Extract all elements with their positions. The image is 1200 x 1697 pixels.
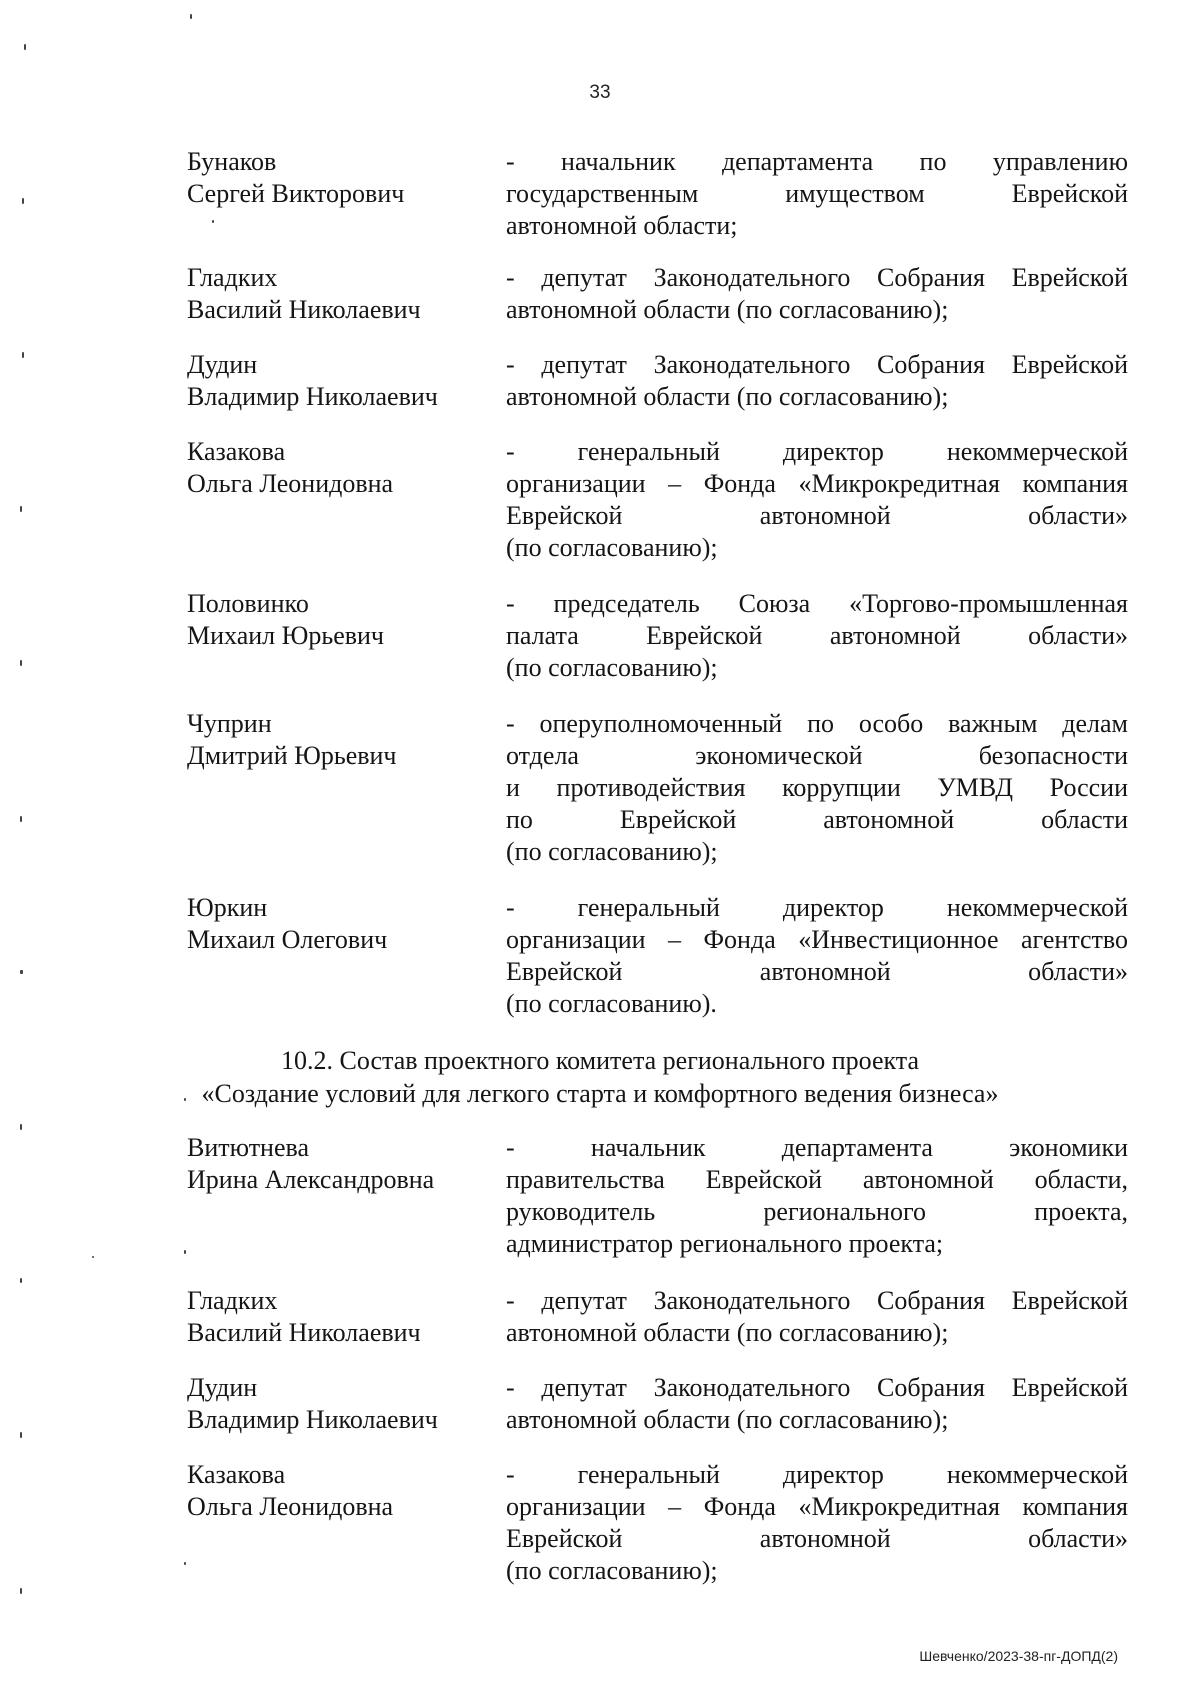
member-role xyxy=(506,1372,1128,1436)
scan-speck xyxy=(212,220,214,223)
member-role xyxy=(506,1459,1128,1587)
scan-speck xyxy=(20,816,22,822)
member-given-name: Михаил Олегович xyxy=(187,925,388,954)
role-line: государственным имуществом Еврейской xyxy=(506,179,1128,208)
member-role xyxy=(506,349,1128,413)
member-role xyxy=(506,436,1128,564)
scan-speck xyxy=(22,352,24,358)
scan-speck xyxy=(184,1250,186,1254)
member-given-name: Ирина Александровна xyxy=(187,1165,435,1194)
member-name xyxy=(187,588,487,652)
role-line: автономной области; xyxy=(506,211,738,240)
member-role xyxy=(506,1285,1128,1349)
member-role xyxy=(506,262,1128,326)
member-surname: Гладких xyxy=(187,263,278,292)
member-surname: Дудин xyxy=(187,350,258,379)
role-line: (по согласованию). xyxy=(506,989,717,1018)
member-given-name: Василий Николаевич xyxy=(187,1318,421,1347)
member-surname: Казакова xyxy=(187,1460,286,1489)
member-name xyxy=(187,1459,487,1523)
role-line: автономной области (по согласованию); xyxy=(506,382,949,411)
role-line: Еврейской автономной области» xyxy=(506,1524,1128,1553)
role-line: организации – Фонда «Микрокредитная компания xyxy=(506,469,1128,498)
member-surname: Витютнева xyxy=(187,1133,309,1162)
role-line: организации – Фонда «Микрокредитная компания xyxy=(506,1492,1128,1521)
role-line: Еврейской автономной области» xyxy=(506,501,1128,530)
member-given-name: Михаил Юрьевич xyxy=(187,621,385,650)
role-line: Еврейской автономной области» xyxy=(506,957,1128,986)
role-line: - депутат Законодательного Собрания Еврейской xyxy=(506,263,1128,292)
role-line: - депутат Законодательного Собрания Еврейской xyxy=(506,1286,1128,1315)
role-line: - генеральный директор некоммерческой xyxy=(506,893,1128,922)
role-line: (по согласованию); xyxy=(506,1556,718,1585)
scan-speck xyxy=(92,1256,94,1258)
scan-speck xyxy=(20,1588,22,1594)
role-line: - оперуполномоченный по особо важным делам xyxy=(506,709,1128,738)
role-line: по Еврейской автономной области xyxy=(506,805,1128,834)
role-line: автономной области (по согласованию); xyxy=(506,1405,949,1434)
section-heading xyxy=(0,1044,1200,1110)
scan-speck xyxy=(20,506,22,512)
role-line: (по согласованию); xyxy=(506,653,718,682)
role-line: - начальник департамента по управлению xyxy=(506,147,1128,176)
member-given-name: Ольга Леонидовна xyxy=(187,469,394,498)
role-line: правительства Еврейской автономной области, xyxy=(506,1165,1128,1194)
role-line: автономной области (по согласованию); xyxy=(506,1318,949,1347)
role-line: - генеральный директор некоммерческой xyxy=(506,437,1128,466)
scan-speck xyxy=(190,14,192,19)
scan-speck xyxy=(184,1098,186,1101)
scan-speck xyxy=(20,660,22,666)
member-surname: Юркин xyxy=(187,893,268,922)
role-line: палата Еврейской автономной области» xyxy=(506,621,1128,650)
member-surname: Казакова xyxy=(187,437,286,466)
member-surname: Гладких xyxy=(187,1286,278,1315)
member-given-name: Дмитрий Юрьевич xyxy=(187,741,397,770)
scan-speck xyxy=(22,198,24,204)
member-given-name: Ольга Леонидовна xyxy=(187,1492,394,1521)
role-line: и противодействия коррупции УМВД России xyxy=(506,773,1128,802)
member-given-name: Сергей Викторович xyxy=(187,179,405,208)
role-line: - генеральный директор некоммерческой xyxy=(506,1460,1128,1489)
member-name xyxy=(187,1285,487,1349)
member-role xyxy=(506,146,1128,242)
role-line: администратор регионального проекта; xyxy=(506,1229,944,1258)
member-given-name: Владимир Николаевич xyxy=(187,1405,438,1434)
member-name xyxy=(187,1372,487,1436)
member-name xyxy=(187,1132,487,1196)
role-line: (по согласованию); xyxy=(506,533,718,562)
member-name xyxy=(187,436,487,500)
member-name xyxy=(187,892,487,956)
role-line: - начальник департамента экономики xyxy=(506,1133,1128,1162)
member-name xyxy=(187,349,487,413)
scan-speck xyxy=(184,1562,186,1565)
role-line: отдела экономической безопасности xyxy=(506,741,1128,770)
role-line: - председатель Союза «Торгово-промышленная xyxy=(506,589,1128,618)
member-name xyxy=(187,708,487,772)
member-surname: Дудин xyxy=(187,1373,258,1402)
member-role xyxy=(506,1132,1128,1260)
member-role xyxy=(506,708,1128,868)
section-heading-line: «Создание условий для легкого старта и комфортного ведения бизнеса» xyxy=(201,1079,999,1108)
section-heading-line: 10.2. Состав проектного комитета регионального проекта xyxy=(280,1046,920,1075)
document-code: Шевченко/2023-38-пг-ДОПД(2) xyxy=(919,1648,1118,1664)
page-number: 33 xyxy=(589,82,611,103)
member-surname: Половинко xyxy=(187,589,309,618)
member-role xyxy=(506,892,1128,1020)
scan-speck xyxy=(20,1124,22,1130)
role-line: руководитель регионального проекта, xyxy=(506,1197,1128,1226)
role-line: организации – Фонда «Инвестиционное агентство xyxy=(506,925,1128,954)
member-name xyxy=(187,146,487,210)
scan-speck xyxy=(20,970,23,974)
role-line: - депутат Законодательного Собрания Еврейской xyxy=(506,350,1128,379)
scan-speck xyxy=(20,1278,22,1283)
scan-speck xyxy=(24,44,26,50)
member-surname: Чуприн xyxy=(187,709,272,738)
member-given-name: Василий Николаевич xyxy=(187,295,421,324)
role-line: - депутат Законодательного Собрания Еврейской xyxy=(506,1373,1128,1402)
role-line: автономной области (по согласованию); xyxy=(506,295,949,324)
member-name xyxy=(187,262,487,326)
member-role xyxy=(506,588,1128,684)
member-surname: Бунаков xyxy=(187,147,277,176)
role-line: (по согласованию); xyxy=(506,837,718,866)
member-given-name: Владимир Николаевич xyxy=(187,382,438,411)
scan-speck xyxy=(20,1432,22,1438)
